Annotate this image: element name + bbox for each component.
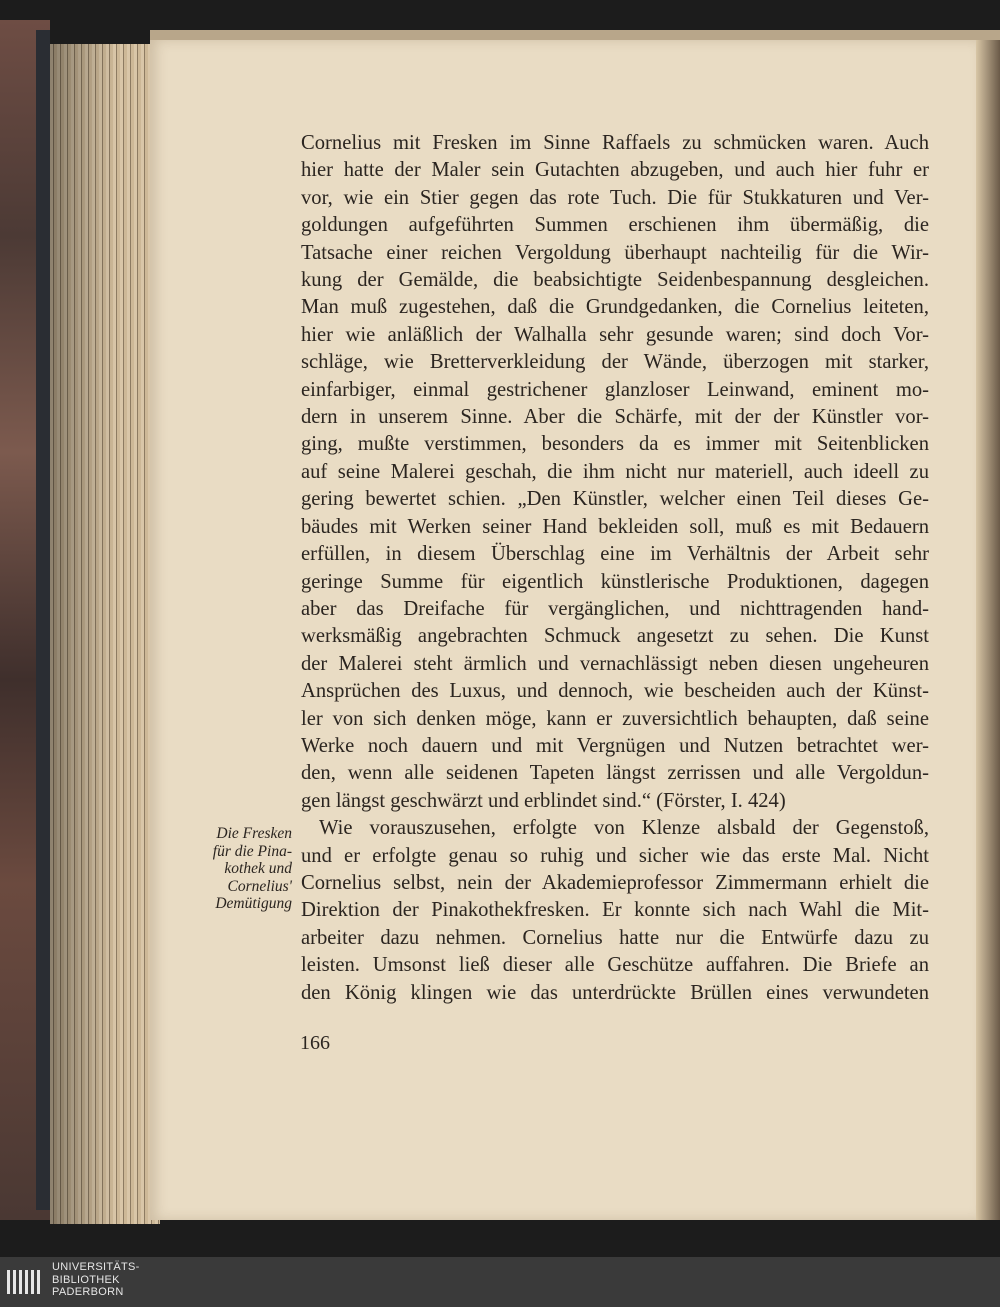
- text-line: und er erfolgte genau so ruhig und sicher wie das erste Mal. Nicht: [301, 844, 929, 867]
- text-line: Tatsache einer reichen Vergoldung überhaupt nachteilig für die Wir-: [301, 241, 929, 264]
- text-line: ler von sich denken möge, kann er zuversichtlich behaupten, daß seine: [301, 707, 929, 730]
- marginal-note-line: Demütigung: [215, 895, 292, 913]
- marginal-note: [188, 825, 292, 913]
- text-line: schläge, wie Bretterverkleidung der Wände, überzogen mit starker,: [301, 351, 929, 374]
- text-line: hier hatte der Maler sein Gutachten abzugeben, und auch hier fuhr er: [301, 159, 929, 182]
- page-right-edge: [976, 40, 1000, 1220]
- text-line: einfarbiger, einmal gestrichener glanzloser Leinwand, eminent mo-: [301, 378, 929, 401]
- text-line: hier wie anläßlich der Walhalla sehr gesunde waren; sind doch Vor-: [301, 323, 929, 346]
- marginal-note-line: Cornelius': [227, 877, 292, 895]
- text-line: gering bewertet schien. „Den Künstler, welcher einen Teil dieses Ge-: [301, 488, 929, 511]
- text-line: geringe Summe für eigentlich künstlerische Produktionen, dagegen: [301, 570, 929, 593]
- library-footer-bar: [0, 1257, 1000, 1307]
- library-name-line: UNIVERSITÄTS-: [52, 1261, 140, 1273]
- text-line: goldungen aufgeführten Summen erschienen ihm übermäßig, die: [301, 214, 929, 237]
- marginal-note-line: Die Fresken: [216, 825, 292, 842]
- text-line: Wie vorauszusehen, erfolgte von Klenze alsbald der Gegenstoß,: [319, 817, 929, 840]
- marginal-note-line: kothek und: [224, 860, 292, 878]
- text-line: vor, wie ein Stier gegen das rote Tuch. Die für Stukkaturen und Ver-: [301, 186, 929, 209]
- library-name: [52, 1261, 140, 1299]
- text-line: Werke noch dauern und mit Vergnügen und Nutzen betrachtet wer-: [301, 734, 929, 757]
- text-line: der Malerei steht ärmlich und vernachlässigt neben diesen ungeheuren: [301, 652, 929, 675]
- text-line: werksmäßig angebrachten Schmuck angesetzt zu sehen. Die Kunst: [301, 625, 929, 648]
- text-line: kung der Gemälde, die beabsichtigte Seidenbespannung desgleichen.: [301, 269, 929, 292]
- text-line: leisten. Umsonst ließ dieser alle Geschütze auffahren. Die Briefe an: [301, 954, 929, 977]
- text-line: den, wenn alle seidenen Tapeten längst zerrissen und alle Vergoldun-: [301, 762, 929, 785]
- library-name-line: BIBLIOTHEK: [52, 1273, 120, 1286]
- text-line: ging, mußte verstimmen, besonders da es immer mit Seitenblicken: [301, 433, 929, 456]
- text-line: dern in unserem Sinne. Aber die Schärfe, mit der der Künstler vor-: [301, 406, 929, 429]
- library-name-line: PADERBORN: [52, 1286, 124, 1298]
- text-line: auf seine Malerei geschah, die ihm nicht nur materiell, auch ideell zu: [301, 460, 929, 483]
- page-edges-shadow: [50, 44, 160, 1224]
- text-line: arbeiter dazu nehmen. Cornelius hatte nur die Entwürfe dazu zu: [301, 926, 929, 949]
- page-number: 166: [300, 1032, 330, 1054]
- text-line: Cornelius selbst, nein der Akademieprofessor Zimmermann erhielt die: [301, 871, 929, 894]
- body-text: [301, 130, 929, 1007]
- text-line: Ansprüchen des Luxus, und dennoch, wie bescheiden auch der Künst-: [301, 680, 929, 703]
- text-line: aber das Dreifache für vergänglichen, und nichttragenden hand-: [301, 597, 929, 620]
- text-line: bäudes mit Werken seiner Hand bekleiden soll, muß es mit Bedauern: [301, 515, 929, 538]
- text-line: Direktion der Pinakothekfresken. Er konnte sich nach Wahl die Mit-: [301, 899, 929, 922]
- book-cover-spine-edge: [36, 30, 50, 1210]
- text-line: den König klingen wie das unterdrückte Brüllen eines verwundeten: [301, 981, 929, 1004]
- university-library-logo-icon: [4, 1262, 44, 1302]
- text-line: gen längst geschwärzt und erblindet sind.“ (Förster, I. 424): [301, 789, 786, 812]
- marginal-note-line: für die Pina-: [212, 842, 292, 860]
- text-line: erfüllen, in diesem Überschlag eine im Verhältnis der Arbeit sehr: [301, 543, 929, 566]
- text-line: Man muß zugestehen, daß die Grundgedanken, die Cornelius leiteten,: [301, 296, 929, 319]
- text-line: Cornelius mit Fresken im Sinne Raffaels zu schmücken waren. Auch: [301, 132, 929, 154]
